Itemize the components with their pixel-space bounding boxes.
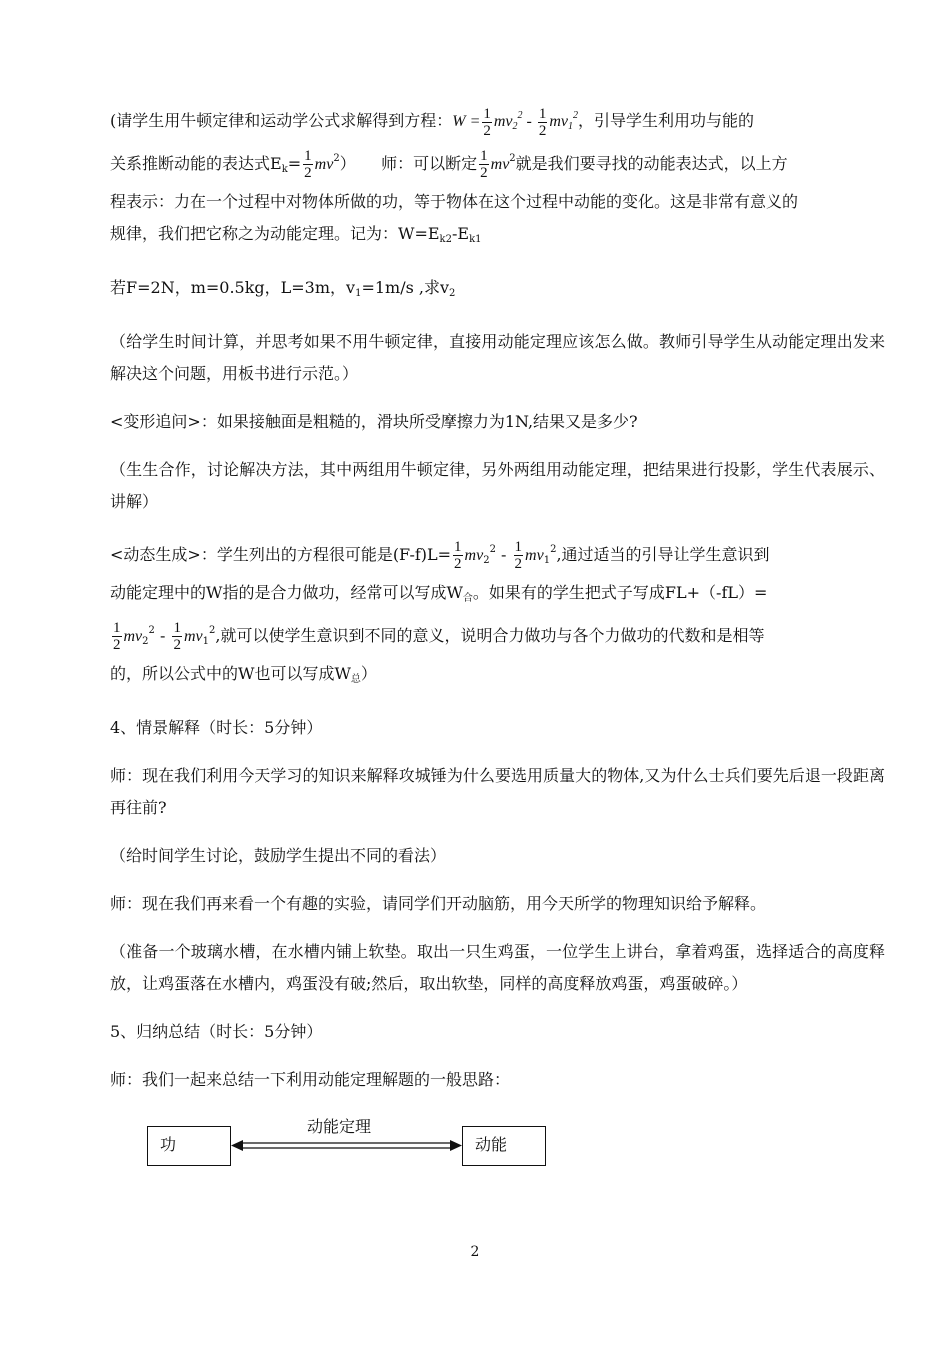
paragraph-problem: 若F=2N，m=0.5kg，L=3m，$v_1=1m/s$ ,求$v_2$ bbox=[110, 278, 456, 299]
text: 就是我们要寻找的动能表达式，以上方 bbox=[515, 154, 788, 173]
text: 关系推断动能的表达式 bbox=[110, 154, 271, 173]
paragraph-egg: （准备一个玻璃水槽，在水槽内铺上软垫。取出一只生鸡蛋，一位学生上讲台，拿着鸡蛋，选择适合的高度释放，让鸡蛋落在水槽内，鸡蛋没有破;然后，取出软垫，同样的高度释放鸡蛋，鸡蛋破碎。） bbox=[110, 942, 885, 993]
paragraph-summary: 师：我们一起来总结一下利用动能定理解题的一般思路： bbox=[110, 1070, 511, 1089]
paragraph-dynamic: <动态生成>：学生列出的方程很可能是(F-f)L= $\frac{1}{2}$ $mv_2^2$ - $\frac{1}{2}$ $mv_1^2$,通过适当的引导让学生意识到 动能定理中的W指的是合力做功，经常可以写成$W_合$。如果有的学生把式子写成FL+（-fL）= $\frac{1}{2}$ $mv_2^2$ - $\frac{1}{2}$ $mv_1^2$,就可以使学生意识到不同的意义，说明合力做功与各个力做功的代数和是相等 的，所以公式中的W也可以写成$W_总$） bbox=[110, 539, 770, 685]
text: ，引导学生利用功与能的 bbox=[578, 111, 755, 130]
kinetic-energy-box: 动能 bbox=[462, 1126, 546, 1166]
formula-ek: $E_k=$ $\frac{1}{2}$ $mv^2$ bbox=[270, 148, 340, 181]
paragraph-cooperation: （生生合作，讨论解决方法，其中两组用牛顿定律，另外两组用动能定理，把结果进行投影，学生代表展示、讲解） bbox=[110, 460, 885, 511]
work-box: 功 bbox=[147, 1126, 231, 1166]
text: 规律，我们把它称之为动能定理。记为：W=E bbox=[110, 224, 440, 243]
formula-work-energy: W = $\frac{1}{2}$ $mv_2^2$ - $\frac{1}{2}$ $mv_1^2$ bbox=[452, 105, 579, 139]
section-heading-4: 4、情景解释（时长：5分钟） bbox=[110, 718, 323, 737]
text: 程表示：力在一个过程中对物体所做的功，等于物体在这个过程中动能的变化。这是非常有意义的 bbox=[110, 192, 799, 211]
paragraph-calc: （给学生时间计算，并思考如果不用牛顿定律，直接用动能定理应该怎么做。教师引导学生从动能定理出发来解决这个问题，用板书进行示范。） bbox=[110, 332, 885, 383]
paragraph-derivation: (请学生用牛顿定律和运动学公式求解得到方程：W = $\frac{1}{2}$ $mv_2^2$ - $\frac{1}{2}$ $mv_1^2$，引导学生利用功与能的 关系推断动能的表达式$E_k=$ $\frac{1}{2}$ $mv^2$） 师：可以断定 $\frac{1}{2}$ $mv^2$就是我们要寻找的动能表达式，以上方 程表示：力在一个过程中对物体所做的功，等于物体在这个过程中动能的变化。这是非常有意义的 规律，我们把它称之为动能定理。记为：$W=E_{k2}-E_{k1}$ bbox=[110, 100, 885, 256]
document-body bbox=[110, 100, 885, 1112]
flow-diagram bbox=[147, 1118, 547, 1170]
text: (请学生用牛顿定律和运动学公式求解得到方程： bbox=[110, 111, 453, 130]
page-number: 2 bbox=[470, 1244, 480, 1260]
arrow-label: 动能定理 bbox=[307, 1117, 372, 1136]
paragraph-experiment: 师：现在我们再来看一个有趣的实验，请同学们开动脑筋，用今天所学的物理知识给予解释。 bbox=[110, 894, 767, 913]
paragraph-discussion: （给时间学生讨论，鼓励学生提出不同的看法） bbox=[110, 846, 447, 865]
paragraph-variation: <变形追问>：如果接触面是粗糙的，滑块所受摩擦力为1N,结果又是多少? bbox=[110, 412, 638, 431]
section-heading-5: 5、归纳总结（时长：5分钟） bbox=[110, 1022, 323, 1041]
text: ） 师：可以断定 bbox=[339, 154, 478, 173]
formula-half-mv2: $\frac{1}{2}$ $mv^2$ bbox=[480, 148, 516, 181]
paragraph-explanation: 师：现在我们利用今天学习的知识来解释攻城锤为什么要选用质量大的物体,又为什么士兵们要先后退一段距离再往前? bbox=[110, 766, 885, 817]
double-arrow-icon bbox=[231, 1138, 462, 1154]
